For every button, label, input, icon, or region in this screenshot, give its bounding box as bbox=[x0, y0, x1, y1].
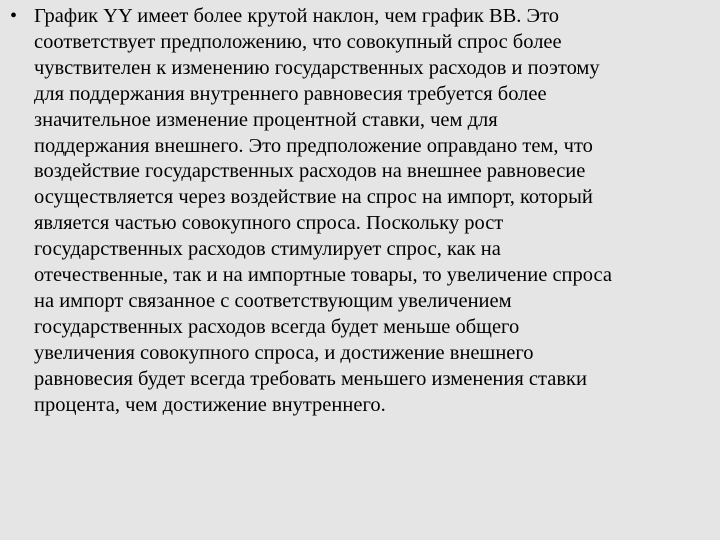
paragraph-line: на импорт связанное с соответствующим увеличением bbox=[34, 289, 512, 312]
paragraph-line: График YY имеет более крутой наклон, чем график BB. Это bbox=[34, 5, 560, 27]
paragraph-line: является частью совокупного спроса. Поскольку рост bbox=[34, 212, 504, 235]
paragraph-line: воздействие государственных расходов на внешнее равновесие bbox=[34, 160, 586, 183]
paragraph-line: значительное изменение процентной ставки, чем для bbox=[34, 108, 498, 131]
bullet-list bbox=[8, 4, 712, 419]
paragraph-line: чувствителен к изменению государственных расходов и поэтому bbox=[34, 56, 600, 79]
paragraph-line: процента, чем достижение внутреннего. bbox=[34, 393, 386, 416]
paragraph-line: государственных расходов стимулирует спрос, как на bbox=[34, 238, 501, 261]
paragraph-line: для поддержания внутреннего равновесия требуется более bbox=[34, 82, 547, 105]
paragraph-line: государственных расходов всегда будет меньше общего bbox=[34, 315, 520, 338]
paragraph-line: осуществляется через воздействие на спрос на импорт, который bbox=[34, 186, 593, 209]
paragraph-line: увеличения совокупного спроса, и достижение внешнего bbox=[34, 341, 534, 364]
paragraph-line: равновесия будет всегда требовать меньшего изменения ставки bbox=[34, 367, 587, 390]
paragraph-line: отечественные, так и на импортные товары, то увеличение спроса bbox=[34, 264, 612, 287]
bullet-item bbox=[8, 4, 712, 419]
paragraph-line: поддержания внешнего. Это предположение оправдано тем, что bbox=[34, 134, 593, 157]
bullet-paragraph bbox=[34, 4, 712, 419]
bullet-icon: • bbox=[10, 5, 18, 27]
paragraph-line: соответствует предположению, что совокупный спрос более bbox=[34, 30, 562, 53]
